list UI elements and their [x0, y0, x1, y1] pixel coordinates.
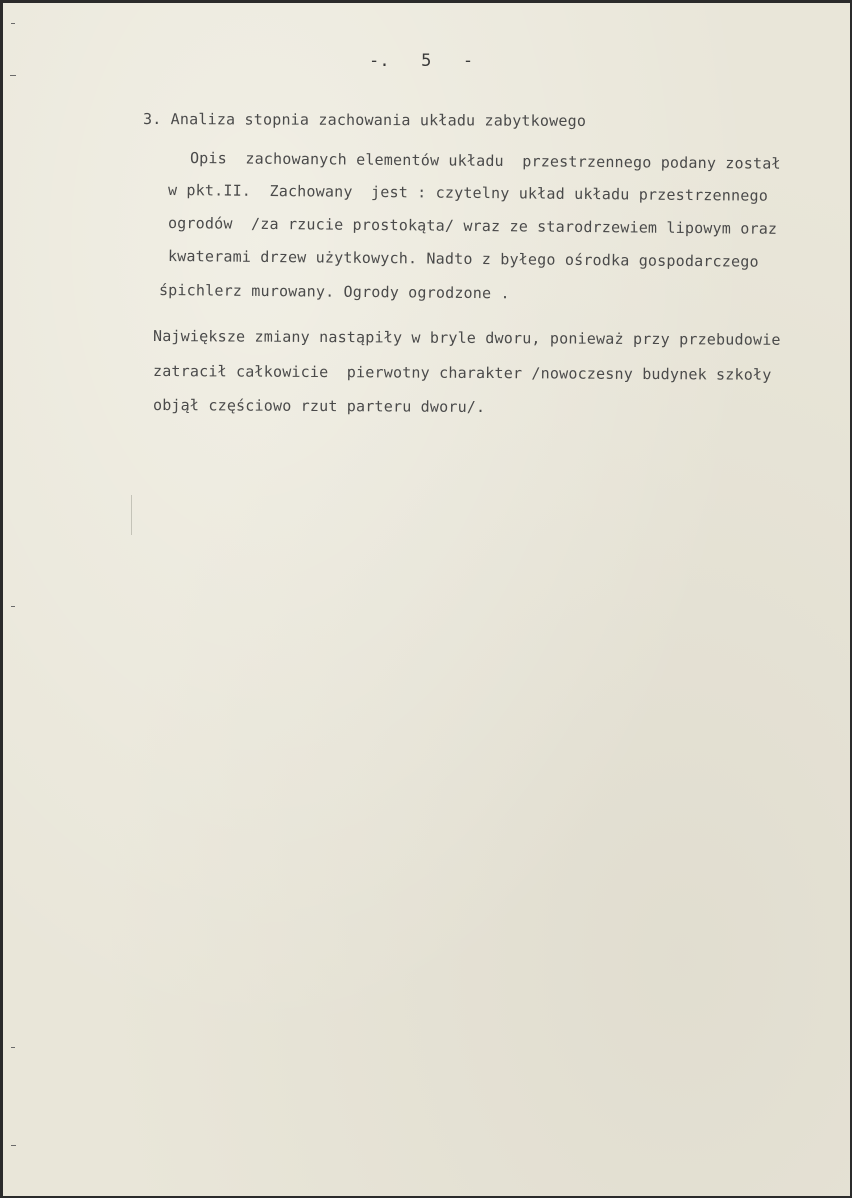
paragraph1-line: w pkt.II. Zachowany jest : czytelny układ układu przestrzennego	[167, 181, 769, 205]
margin-mark	[11, 1047, 15, 1048]
margin-mark	[10, 75, 16, 76]
paragraph1-line: ogrodów /za rzucie prostokąta/ wraz ze starodrzewiem lipowym oraz	[167, 214, 778, 238]
page-number: -. 5 -	[369, 51, 474, 71]
paragraph2-line: Największe zmiany nastąpiły w bryle dworu, ponieważ przy przebudowie	[152, 327, 781, 349]
document-page	[3, 3, 850, 1196]
paper-crease	[131, 495, 132, 535]
paragraph1-line: śpichlerz murowany. Ogrody ogrodzone .	[158, 281, 510, 303]
paragraph1-line: kwaterami drzew użytkowych. Nadto z byłego ośrodka gospodarczego	[167, 247, 759, 271]
paragraph2-line: zatracił całkowicie pierwotny charakter /nowoczesny budynek szkoły	[152, 362, 772, 384]
margin-mark	[11, 1145, 16, 1146]
section-heading: 3. Analiza stopnia zachowania układu zabytkowego	[142, 110, 587, 130]
margin-mark	[11, 606, 15, 607]
margin-mark	[11, 23, 15, 24]
paragraph1-line: Opis zachowanych elementów układu przestrzennego podany został	[189, 149, 781, 173]
paragraph2-line: objął częściowo rzut parteru dworu/.	[152, 396, 486, 417]
